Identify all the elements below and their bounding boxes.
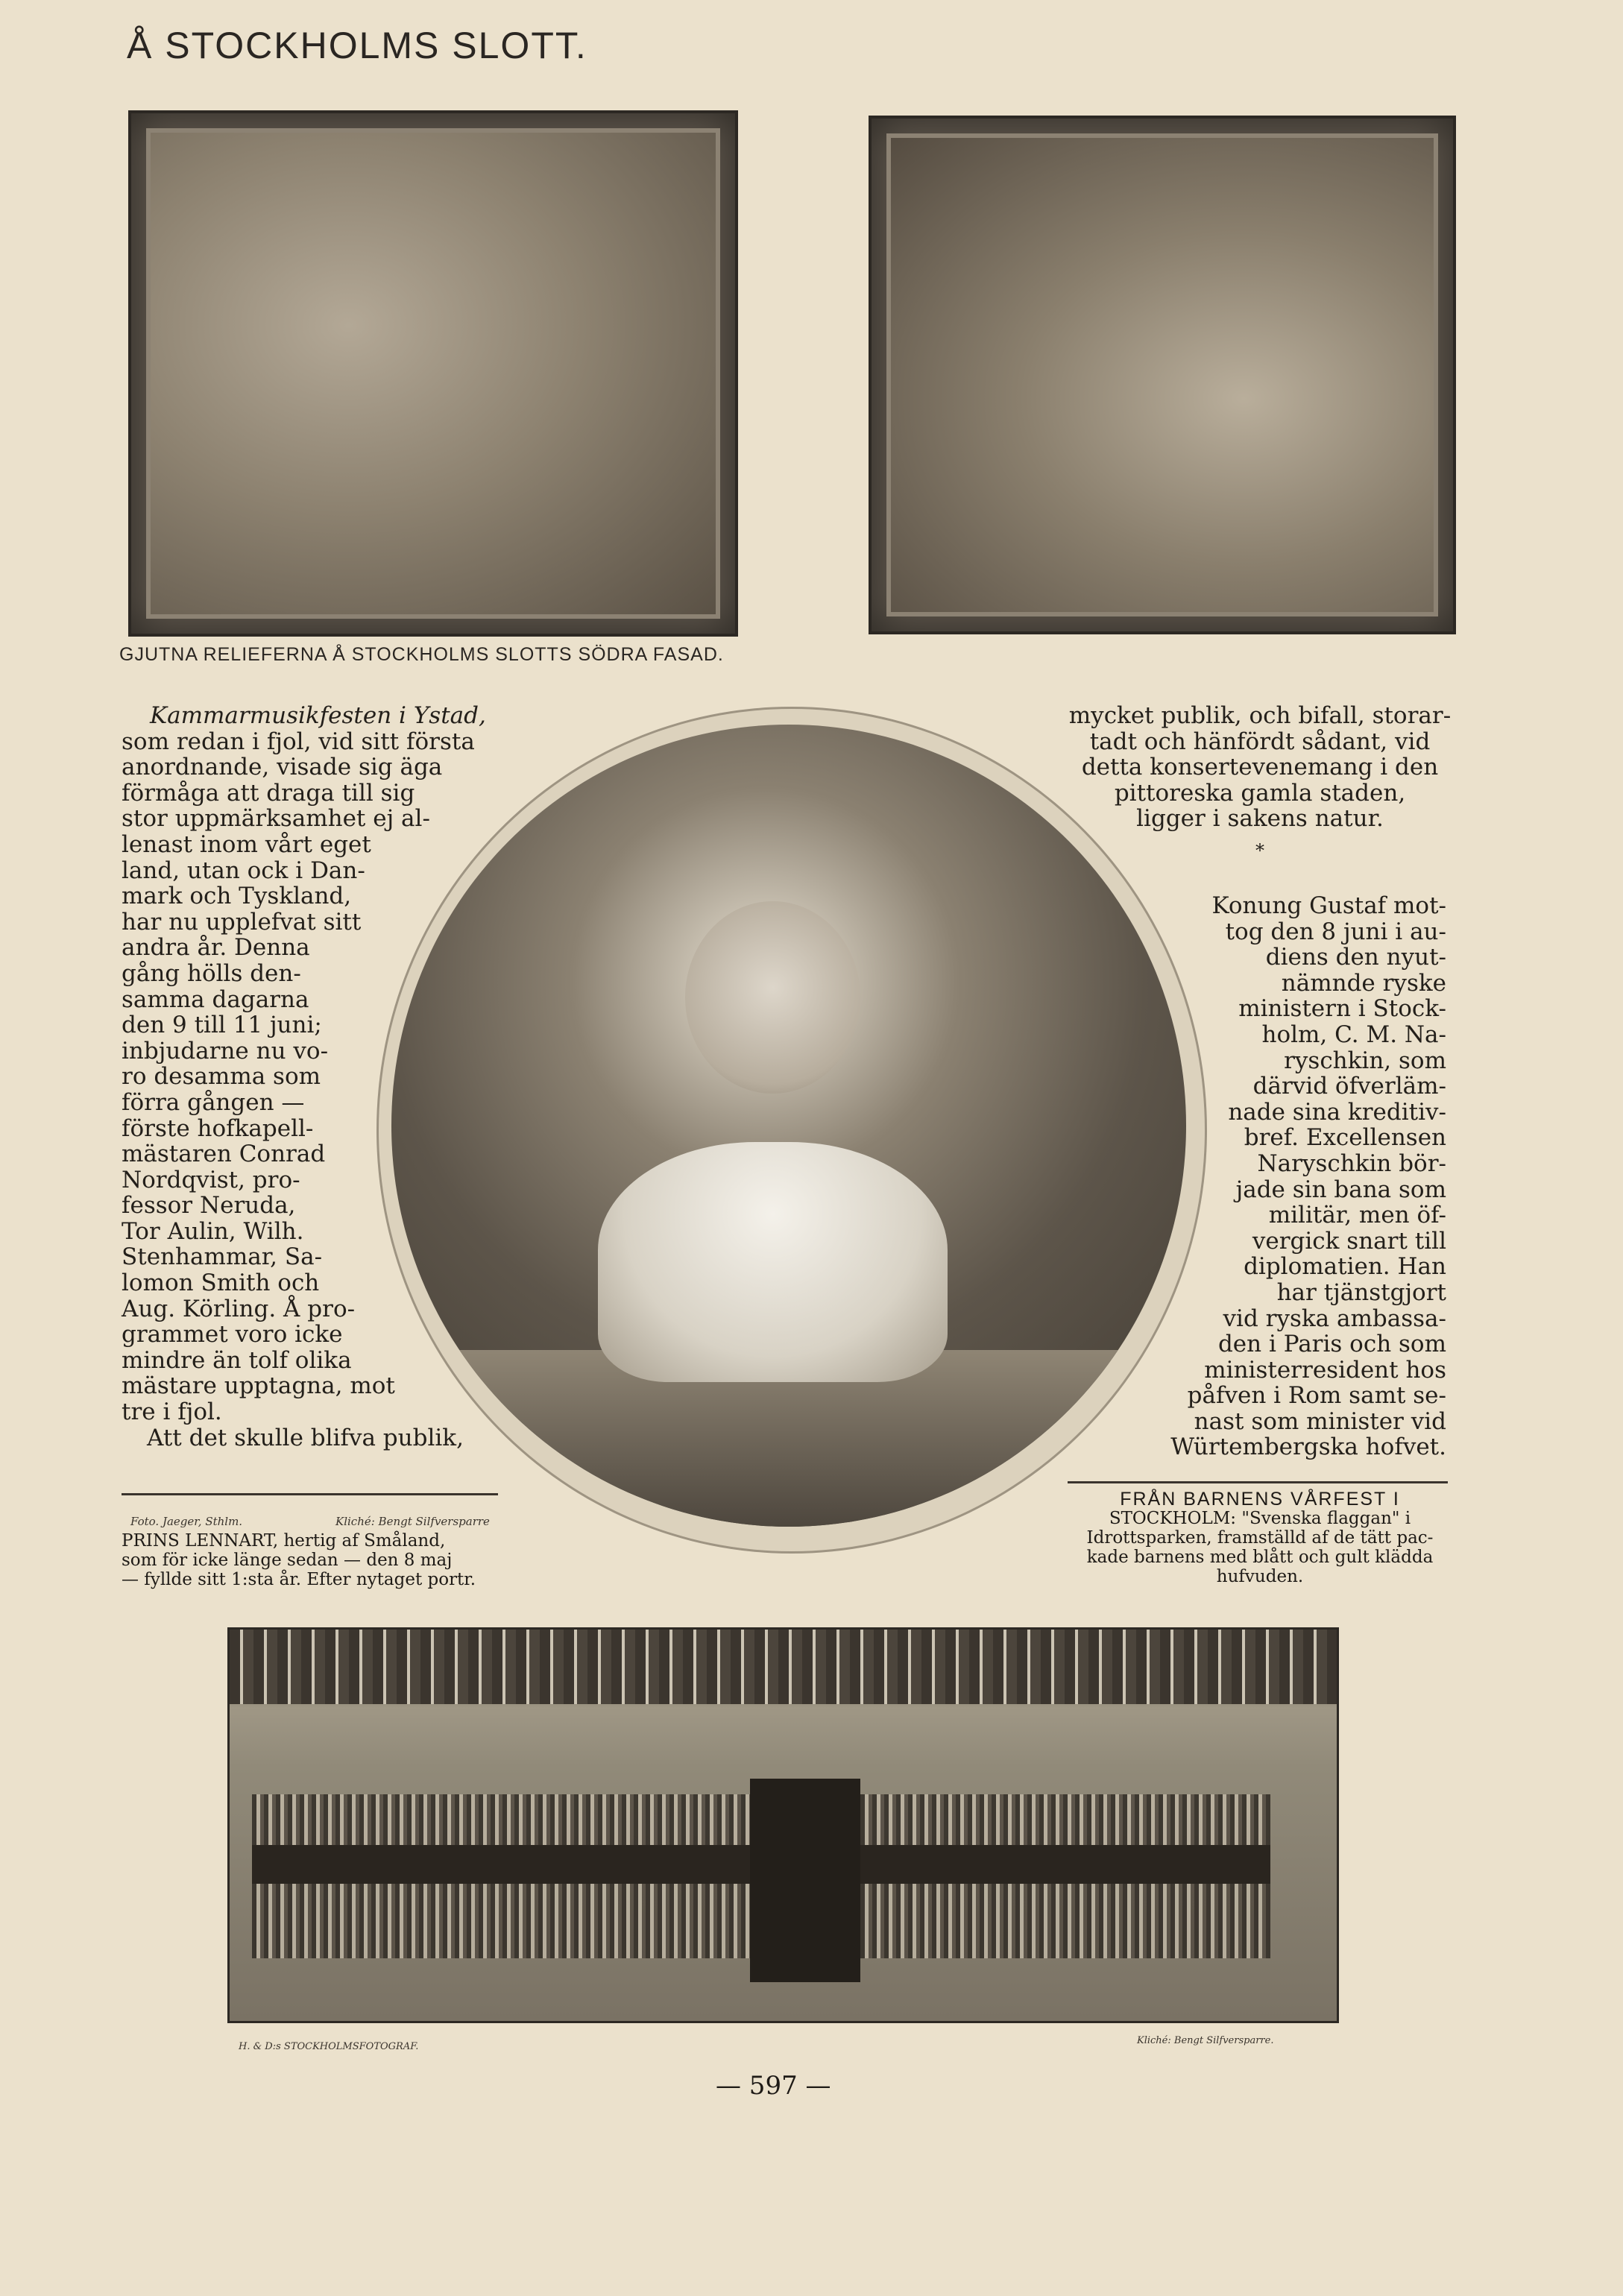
right-line: holm, C. M. Na- (1261, 1021, 1446, 1048)
left-line: stor uppmärksamhet ej al- (122, 805, 430, 833)
right-line: Konung Gustaf mot- (1211, 892, 1446, 919)
baby-dress (598, 1142, 948, 1383)
right-line: ligger i sakens natur. (1136, 805, 1384, 833)
right-line: pittoreska gamla staden, (1114, 779, 1406, 807)
flag-cross-vertical (750, 1779, 861, 1982)
left-line: lenast inom vårt eget (122, 830, 371, 858)
field-caption-line: hufvuden. (1216, 1567, 1304, 1586)
left-line: mästare upptagna, mot (122, 1372, 395, 1400)
left-line: förste hofkapell- (122, 1114, 314, 1142)
relief-photo-right (869, 116, 1456, 634)
left-column (122, 703, 509, 1451)
left-line: förra gången — (122, 1088, 305, 1116)
portrait-caption-line: som för icke länge sedan — den 8 maj (122, 1551, 453, 1570)
relief-image-left (146, 128, 720, 619)
right-line: detta konsertevenemang i den (1081, 754, 1439, 781)
field-photo (227, 1627, 1339, 2023)
field-caption-line: kade barnens med blått och gult klädda (1086, 1548, 1434, 1567)
right-line: ministern i Stock- (1238, 995, 1446, 1023)
right-line: nast som minister vid (1194, 1407, 1446, 1435)
left-line: fessor Neruda, (122, 1192, 296, 1220)
left-line: som redan i fjol, vid sitt första (122, 728, 475, 755)
right-line: nade sina kreditiv- (1228, 1098, 1446, 1126)
left-line: Kammarmusikfesten i Ystad, (150, 702, 486, 729)
left-line: inbjudarne nu vo- (122, 1037, 329, 1065)
right-line: har tjänstgjort (1276, 1278, 1446, 1306)
right-line: vergick snart till (1252, 1227, 1446, 1255)
portrait-caption (122, 1531, 509, 1589)
left-line: ro desamma som (122, 1063, 321, 1091)
left-line: har nu upplefvat sitt (122, 908, 362, 936)
left-caption-rule (122, 1493, 498, 1495)
left-line: Att det skulle blifva publik, (147, 1424, 464, 1451)
right-line: militär, men öf- (1268, 1202, 1446, 1229)
right-line: tadt och hänfördt sådant, vid (1089, 728, 1431, 755)
right-line: diens den nyut- (1265, 944, 1446, 971)
section-separator: * (1255, 839, 1264, 861)
right-line: vid ryska ambassa- (1223, 1305, 1446, 1332)
field-caption-line: STOCKHOLM: "Svenska flaggan" i (1109, 1509, 1411, 1528)
field-photo-credit: H. & D:s STOCKHOLMSFOTOGRAF. (239, 2041, 419, 2052)
grandstand (230, 1630, 1337, 1704)
relief-photo-left (128, 110, 738, 637)
left-line: den 9 till 11 juni; (122, 1012, 322, 1039)
relief-image-right (886, 133, 1438, 616)
left-line: Nordqvist, pro- (122, 1166, 300, 1193)
left-line: gång hölls den- (122, 959, 301, 987)
field-cliche-credit: Kliché: Bengt Silfversparre. (1137, 2035, 1274, 2046)
right-caption-rule (1068, 1481, 1448, 1483)
right-line: nämnde ryske (1281, 969, 1446, 997)
relief-caption: GJUTNA RELIEFERNA Å STOCKHOLMS SLOTTS SÖDRA FASAD. (119, 644, 724, 665)
left-line: grammet voro icke (122, 1321, 343, 1349)
page-title: Å STOCKHOLMS SLOTT. (127, 25, 587, 66)
field-caption-line: FRÅN BARNENS VÅRFEST I (1120, 1489, 1400, 1510)
portrait-cliche-credit: Kliché: Bengt Silfversparre (335, 1515, 490, 1528)
right-line: diplomatien. Han (1244, 1253, 1446, 1281)
left-line: anordnande, visade sig äga (122, 754, 443, 781)
right-line: ryschkin, som (1284, 1047, 1446, 1074)
baby-head (685, 901, 860, 1094)
portrait-caption-line: PRINS LENNART, hertig af Småland, (122, 1531, 446, 1551)
left-line: land, utan ock i Dan- (122, 857, 365, 884)
portrait-caption-line: — fyllde sitt 1:sta år. Efter nytaget portr. (122, 1570, 476, 1589)
portrait-photo-credit: Foto. Jaeger, Sthlm. (130, 1515, 243, 1528)
right-line: bref. Excellensen (1244, 1124, 1446, 1152)
left-line: mindre än tolf olika (122, 1346, 352, 1374)
left-line: förmåga att draga till sig (122, 779, 415, 807)
right-column-top (1059, 703, 1461, 864)
right-line: Würtembergska hofvet. (1170, 1434, 1446, 1461)
right-line: Naryschkin bör- (1257, 1149, 1446, 1177)
left-line: andra år. Denna (122, 934, 310, 962)
right-line: jade sin bana som (1235, 1176, 1446, 1203)
field-caption-line: Idrottsparken, framställd af de tätt pac- (1086, 1528, 1434, 1548)
left-line: tre i fjol. (122, 1398, 222, 1426)
right-line: den i Paris och som (1217, 1331, 1446, 1358)
right-line: ministerresident hos (1204, 1356, 1446, 1384)
page-number: — 597 — (716, 2071, 831, 2101)
right-line: påfven i Rom samt se- (1187, 1382, 1446, 1410)
left-line: Tor Aulin, Wilh. (122, 1217, 304, 1245)
left-line: Stenhammar, Sa- (122, 1243, 323, 1271)
left-line: Aug. Körling. Å pro- (122, 1295, 356, 1322)
right-line: tog den 8 juni i au- (1225, 918, 1446, 945)
left-line: mark och Tyskland, (122, 883, 352, 910)
right-line: mycket publik, och bifall, storar- (1068, 702, 1452, 729)
left-line: lomon Smith och (122, 1270, 320, 1297)
right-column-bottom (1118, 893, 1446, 1460)
right-line: därvid öfverläm- (1252, 1073, 1446, 1100)
field-caption (1059, 1489, 1461, 1586)
left-line: samma dagarna (122, 985, 309, 1013)
left-line: mästaren Conrad (122, 1141, 326, 1168)
